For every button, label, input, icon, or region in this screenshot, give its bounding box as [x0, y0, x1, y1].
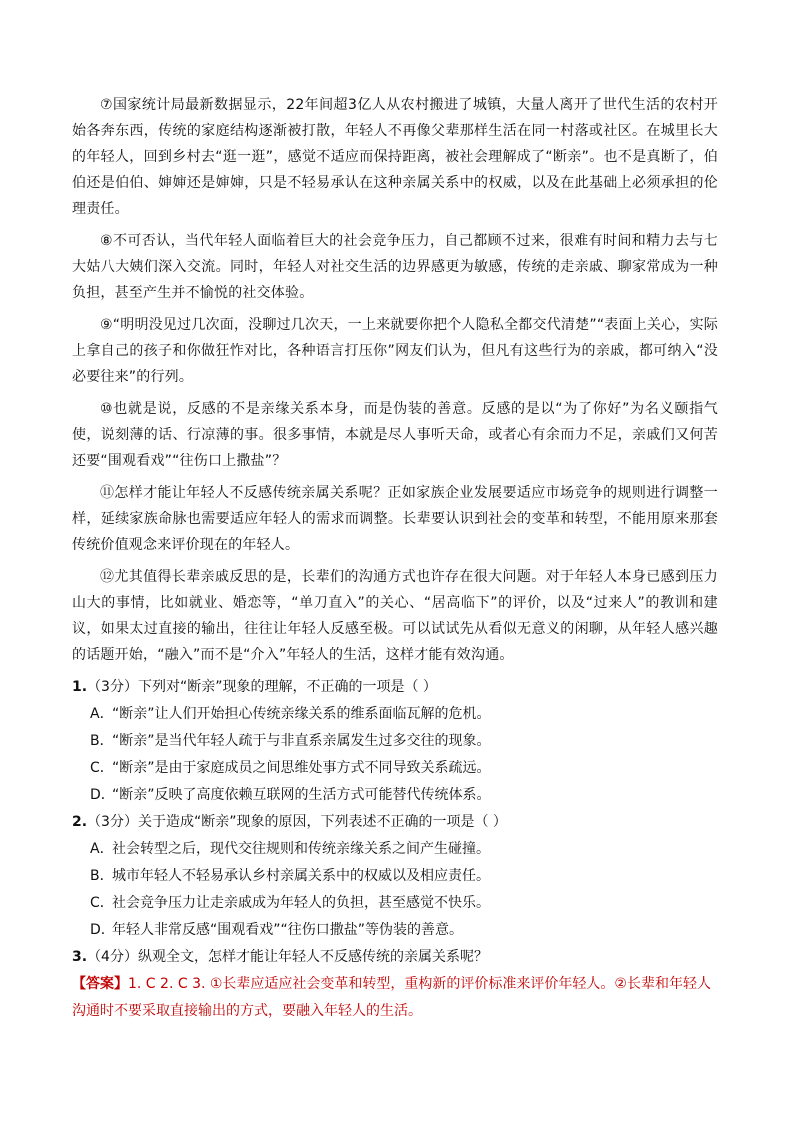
- question-text: （3分）下列对“断亲”现象的理解，不正确的一项是（ ）: [87, 679, 437, 695]
- question-stem: [72, 944, 718, 971]
- document-page: [72, 92, 718, 1025]
- option-text: “断亲”是当代年轻人疏于与非直系亲属发生过多交往的现象。: [112, 733, 491, 749]
- paragraph-9: ⑨“明明没见过几次面，没聊过几次天，一上来就要你把个人隐私全都交代清楚”“表面上关心，实际上拿自己的孩子和你做狂怍对比，各种语言打压你”网友们认为，但凡有这些行为的亲戚，都可纳入“没必要往来”的行列。: [72, 317, 718, 385]
- option-d: [90, 917, 718, 944]
- option-text: 社会转型之后，现代交往规则和传统亲缘关系之间产生碰撞。: [112, 841, 490, 857]
- answer-block: [72, 971, 718, 1025]
- option-letter: A．: [90, 841, 114, 857]
- option-letter: C．: [90, 760, 114, 776]
- option-b: [90, 863, 718, 890]
- option-c: [90, 755, 718, 782]
- question-stem: [72, 809, 718, 836]
- paragraph-7: ⑦国家统计局最新数据显示，22年间超3亿人从农村搬进了城镇，大量人离开了世代生活的农村开始各奔东西，传统的家庭结构逐渐被打散，年轻人不再像父辈那样生活在同一村落或社区。在城里长大的年轻人，回到乡村去“逛一逛”，感觉不适应而保持距离，被社会理解成了“断亲”。也不是真断了，伯伯还是伯伯、婶婶还是婶婶，只是不轻易承认在这种亲属关系中的权威，以及在此基础上必须承担的伦理责任。: [72, 97, 718, 217]
- paragraph-12: ⑫尤其值得长辈亲戚反思的是，长辈们的沟通方式也许存在很大问题。对于年轻人本身已感到压力山大的事情，比如就业、婚恋等，“单刀直入”的关心、“居高临下”的评价，以及“过来人”的教训和建议，如果太过直接的输出，往往让年轻人反感至极。可以试试先从看似无意义的闲聊，从年轻人感兴趣的话题开始，“融入”而不是“介入”年轻人的生活，这样才能有效沟通。: [72, 569, 718, 663]
- option-letter: B．: [90, 733, 114, 749]
- question-3: [72, 944, 718, 971]
- question-1: [72, 674, 718, 809]
- option-letter: D．: [90, 787, 115, 803]
- option-letter: D．: [90, 922, 115, 938]
- paragraph-10: ⑩也就是说，反感的不是亲缘关系本身，而是伪装的善意。反感的是以“为了你好”为名义颐指气使，说刻薄的话、行凉薄的事。很多事情，本就是尽人事听天命，或者心有余而力不足，亲戚们又何苦还要“围观看戏”“往伤口上撒盐”？: [72, 401, 718, 469]
- answer-label: 【答案】: [72, 976, 128, 992]
- question-text: （3分）关于造成“断亲”现象的原因，下列表述不正确的一项是（ ）: [87, 814, 507, 830]
- option-letter: B．: [90, 868, 114, 884]
- question-2: [72, 809, 718, 944]
- answer-text: 1. C 2. C 3. ①长辈应适应社会变革和转型，重构新的评价标准来评价年轻人。②长辈和年轻人沟通时不要采取直接输出的方式，要融入年轻人的生活。: [72, 976, 711, 1019]
- option-text: 年轻人非常反感“围观看戏”“往伤口撒盐”等伪装的善意。: [112, 922, 464, 938]
- option-a: [90, 836, 718, 863]
- question-number: 2.: [72, 814, 88, 830]
- question-stem: [72, 674, 718, 701]
- option-text: 社会竞争压力让走亲戚成为年轻人的负担，甚至感觉不快乐。: [112, 895, 490, 911]
- option-a: [90, 701, 718, 728]
- option-text: 城市年轻人不轻易承认乡村亲属关系中的权威以及相应责任。: [112, 868, 490, 884]
- option-text: “断亲”是由于家庭成员之间思维处事方式不同导致关系疏远。: [112, 760, 491, 776]
- option-b: [90, 728, 718, 755]
- option-d: [90, 782, 718, 809]
- option-text: “断亲”让人们开始担心传统亲缘关系的维系面临瓦解的危机。: [112, 706, 491, 722]
- option-letter: A．: [90, 706, 114, 722]
- question-number: 3.: [72, 949, 88, 965]
- option-letter: C．: [90, 895, 114, 911]
- paragraph-8: ⑧不可否认，当代年轻人面临着巨大的社会竞争压力，自己都顾不过来，很难有时间和精力去与七大姑八大姨们深入交流。同时，年轻人对社交生活的边界感更为敏感，传统的走亲戚、聊家常成为一种负担，甚至产生并不愉悦的社交体验。: [72, 233, 718, 301]
- paragraph-11: ⑪怎样才能让年轻人不反感传统亲属关系呢？正如家族企业发展要适应市场竞争的规则进行调整一样，延续家族命脉也需要适应年轻人的需求而调整。长辈要认识到社会的变革和转型，不能用原来那套传统价值观念来评价现在的年轻人。: [72, 485, 718, 553]
- option-text: “断亲”反映了高度依赖互联网的生活方式可能替代传统体系。: [112, 787, 491, 803]
- question-number: 1.: [72, 679, 88, 695]
- question-text: （4分）纵观全文，怎样才能让年轻人不反感传统的亲属关系呢？: [87, 949, 488, 965]
- option-c: [90, 890, 718, 917]
